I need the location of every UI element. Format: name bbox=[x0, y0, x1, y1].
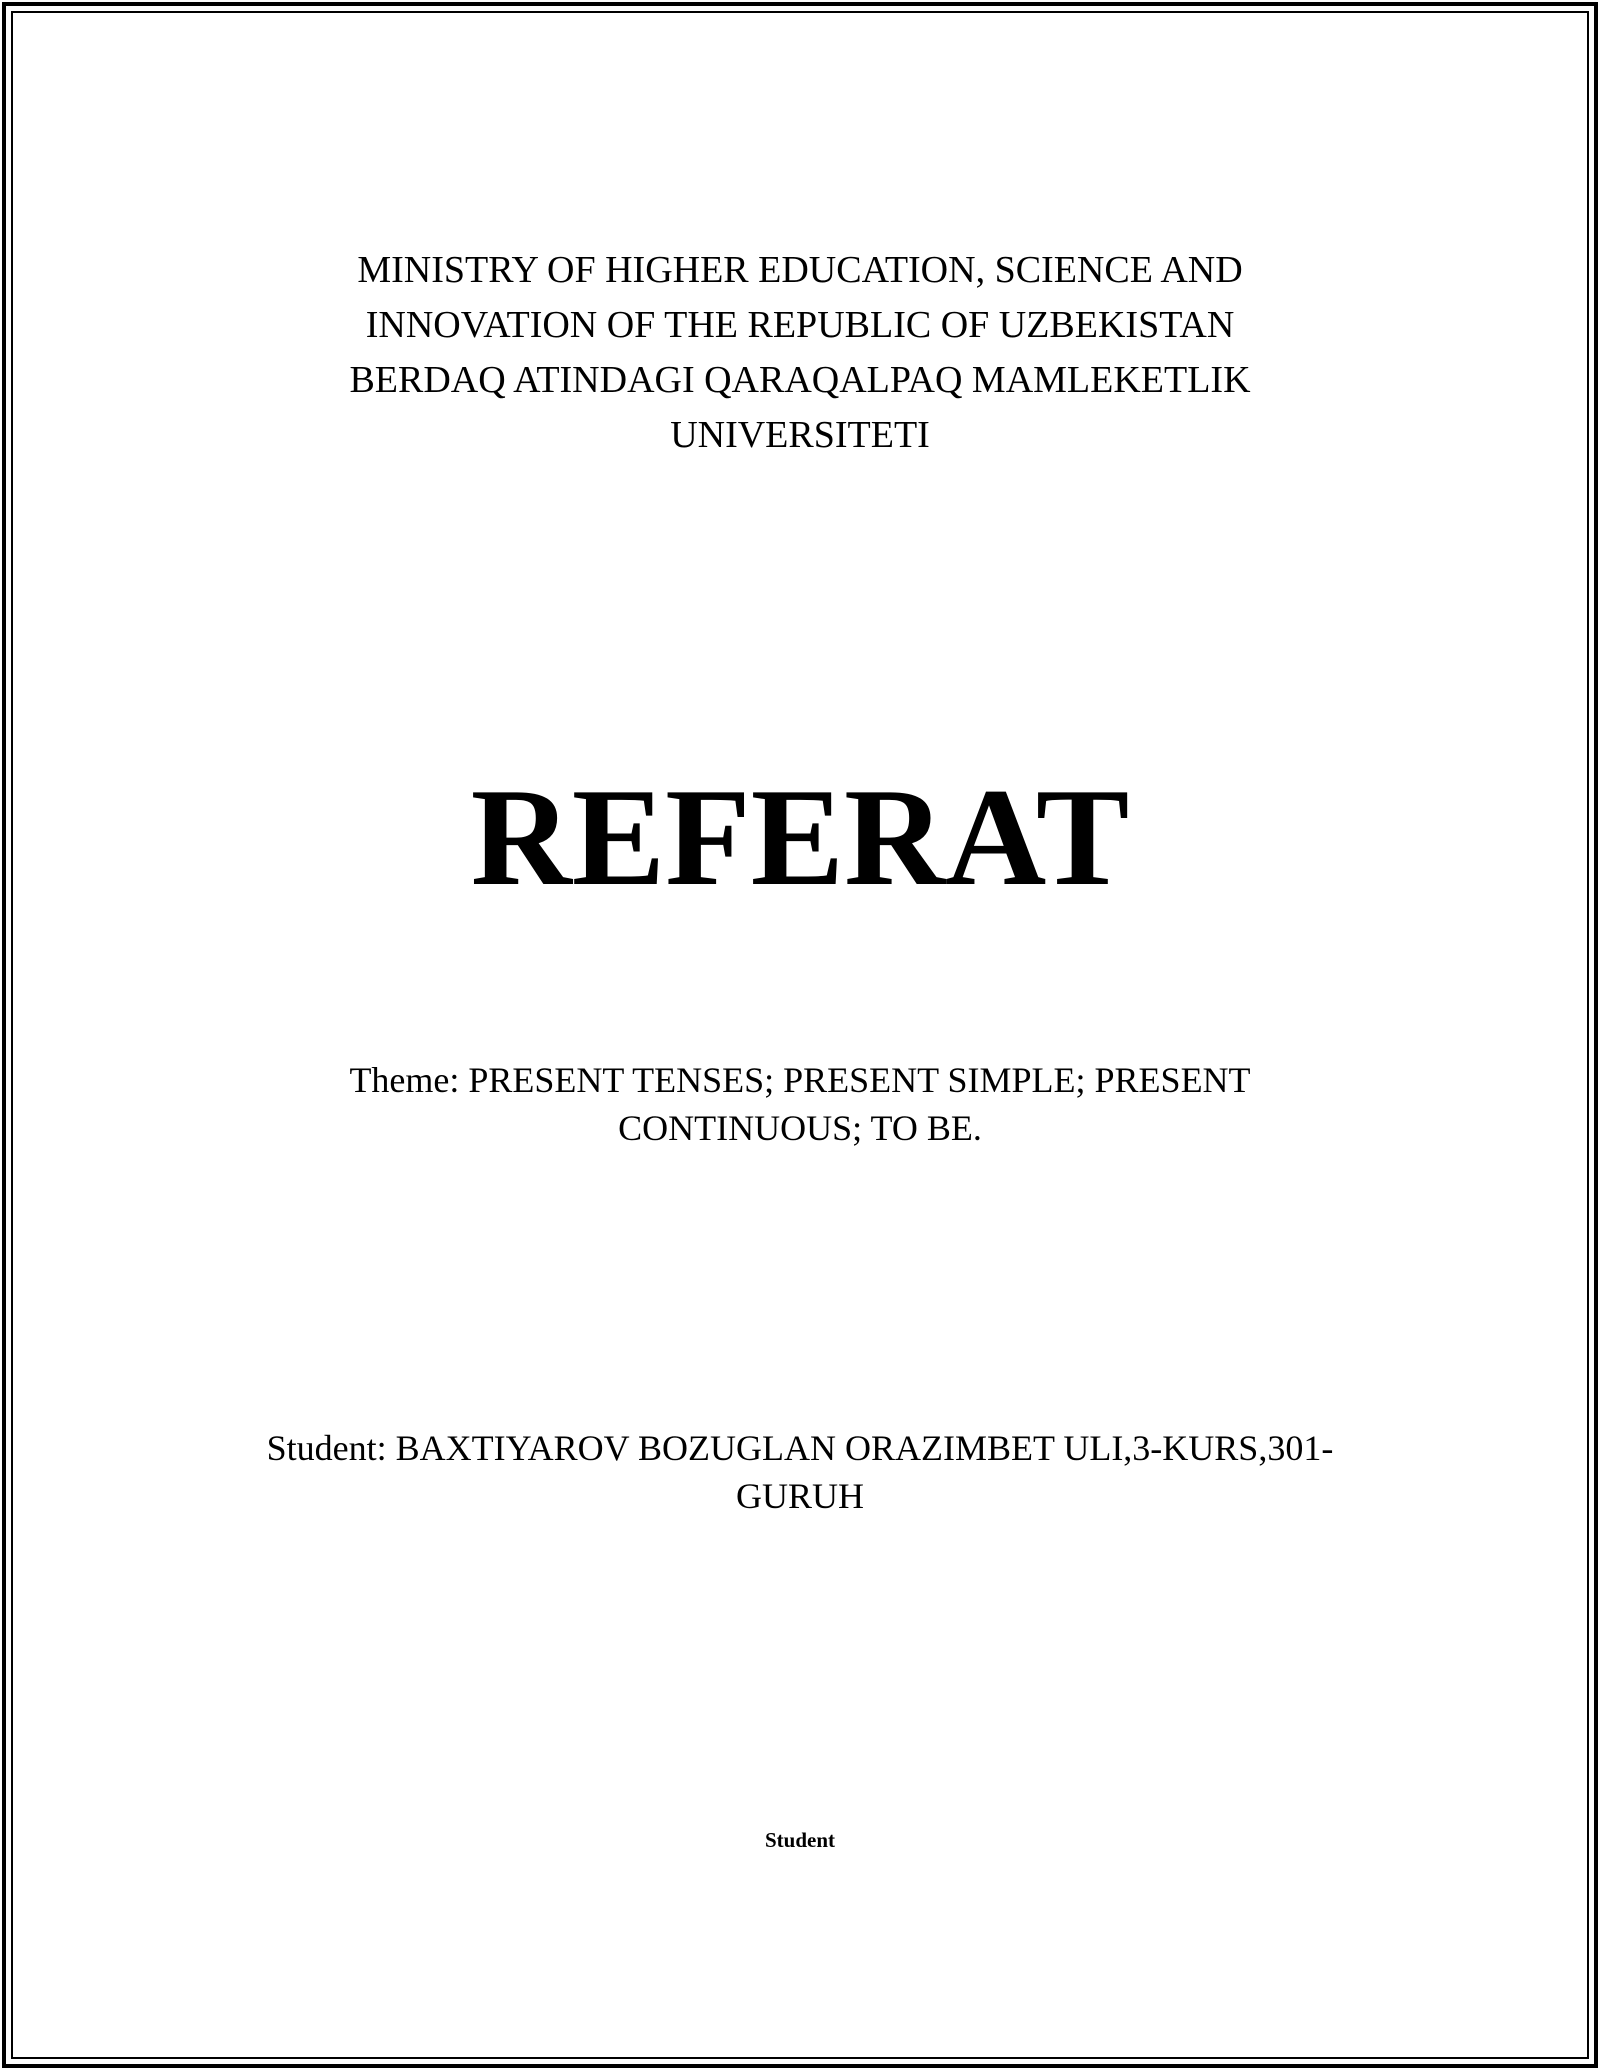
institution-header bbox=[0, 243, 1600, 463]
institution-header-line: UNIVERSITETI bbox=[670, 414, 930, 456]
institution-header-line: INNOVATION OF THE REPUBLIC OF UZBEKISTAN bbox=[365, 304, 1235, 346]
theme-text bbox=[0, 1056, 1600, 1152]
institution-header-line: MINISTRY OF HIGHER EDUCATION, SCIENCE AND bbox=[357, 249, 1243, 291]
theme-line: Theme: PRESENT TENSES; PRESENT SIMPLE; PRESENT bbox=[349, 1060, 1251, 1100]
student-info-line: GURUH bbox=[735, 1476, 864, 1516]
institution-header-line: BERDAQ ATINDAGI QARAQALPAQ MAMLEKETLIK bbox=[349, 359, 1251, 401]
student-info-line: Student: BAXTIYAROV BOZUGLAN ORAZIMBET ULI,3-KURS,301- bbox=[266, 1428, 1334, 1468]
student-info bbox=[0, 1424, 1600, 1520]
footer-label: Student bbox=[764, 1828, 836, 1852]
theme-line: CONTINUOUS; TO BE. bbox=[618, 1108, 982, 1148]
document-title: REFERAT bbox=[470, 760, 1130, 915]
